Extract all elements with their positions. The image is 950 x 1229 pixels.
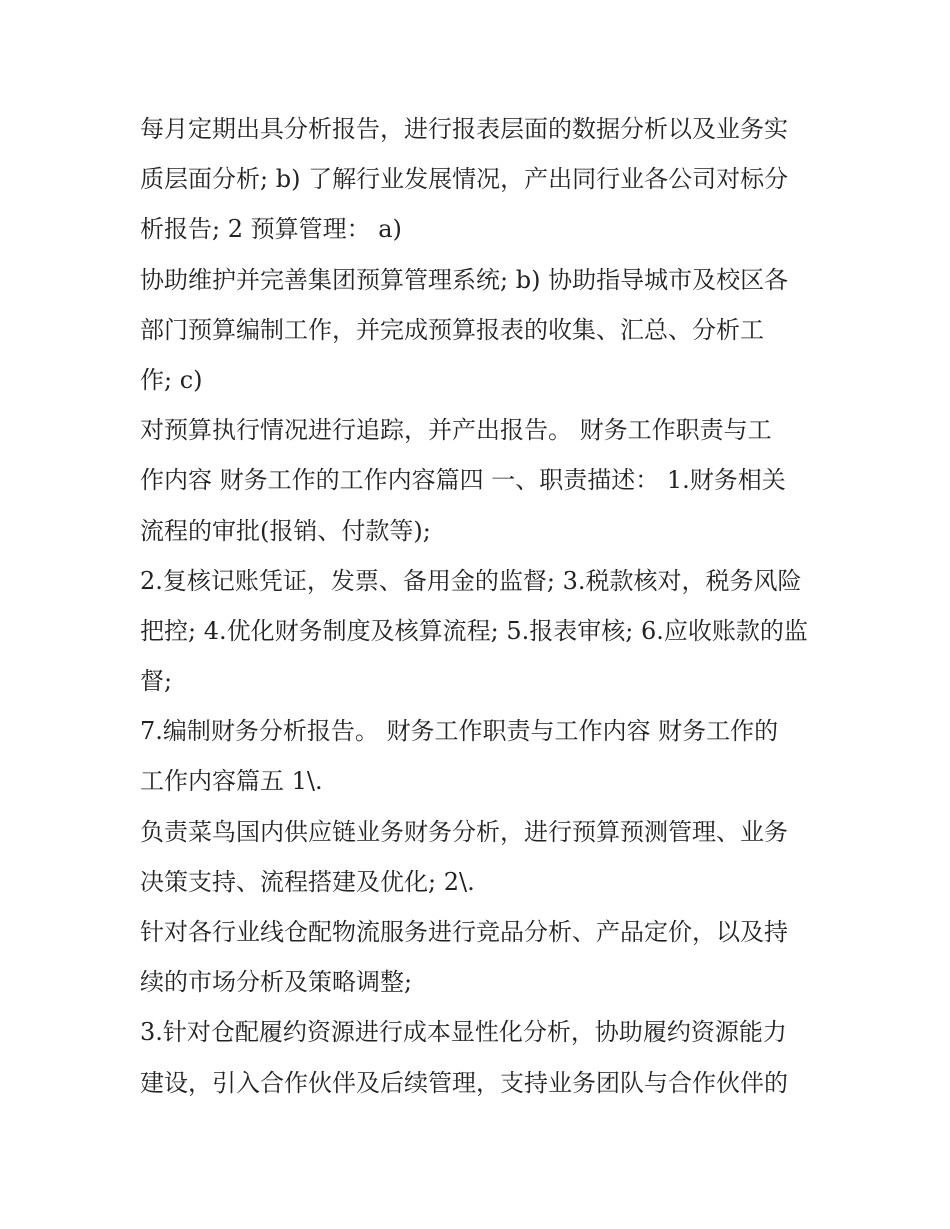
text-line-7: 对预算执行情况进行追踪，并产出报告。 财务工作职责与工	[140, 416, 772, 445]
document-body	[140, 104, 820, 1108]
text-line-6: 作; c)	[140, 365, 203, 394]
text-line-5: 部门预算编制工作，并完成预算报表的收集、汇总、分析工	[140, 315, 764, 344]
text-line-14: 工作内容篇五 1\.	[140, 767, 323, 796]
text-line-3: 析报告; 2 预算管理： a)	[140, 215, 402, 244]
text-line-10: 2.复核记账凭证，发票、备用金的监督; 3.税款核对，税务风险	[140, 566, 802, 595]
text-line-18: 续的市场分析及策略调整;	[140, 968, 413, 997]
text-line-4: 协助维护并完善集团预算管理系统; b) 协助指导城市及校区各	[140, 265, 789, 294]
text-line-16: 决策支持、流程搭建及优化; 2\.	[140, 867, 475, 896]
text-line-12: 督;	[140, 667, 173, 696]
text-line-19: 3.针对仓配履约资源进行成本显性化分析，协助履约资源能力	[140, 1018, 787, 1047]
text-line-11: 把控; 4.优化财务制度及核算流程; 5.报表审核; 6.应收账款的监	[140, 616, 808, 645]
text-line-1: 每月定期出具分析报告，进行报表层面的数据分析以及业务实	[140, 115, 788, 143]
text-line-13: 7.编制财务分析报告。 财务工作职责与工作内容 财务工作的	[140, 717, 779, 746]
text-line-8: 作内容 财务工作的工作内容篇四 一、职责描述： 1.财务相关	[140, 466, 786, 495]
text-line-17: 针对各行业线仓配物流服务进行竞品分析、产品定价，以及持	[140, 918, 788, 946]
text-line-2: 质层面分析; b) 了解行业发展情况，产出同行业各公司对标分	[140, 165, 789, 194]
text-line-9: 流程的审批(报销、付款等);	[140, 516, 431, 545]
text-line-20: 建设，引入合作伙伴及后续管理，支持业务团队与合作伙伴的	[140, 1068, 788, 1097]
text-line-15: 负责菜鸟国内供应链业务财务分析，进行预算预测管理、业务	[140, 817, 788, 846]
